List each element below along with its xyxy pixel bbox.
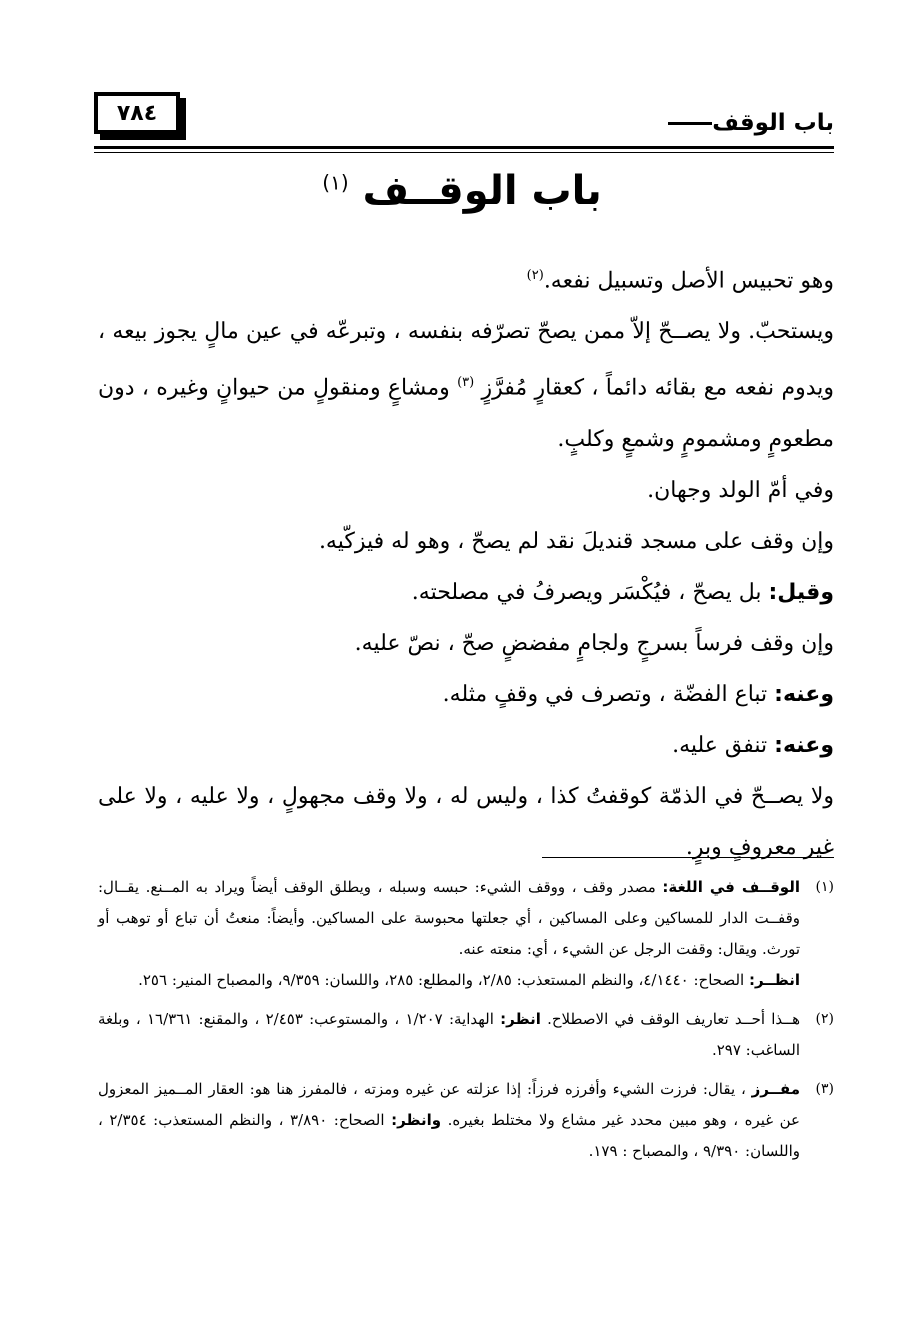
footnote-number: (١) [815,879,834,895]
paragraph-5-text: بل يصحّ ، فيُكْسَر ويصرفُ في مصلحته. [411,579,762,605]
footnote-text: هــذا أحــد تعاريف الوقف في الاصطلاح. [547,1010,800,1028]
footnote-ref-label: انظر: [500,1010,541,1028]
footnotes [98,872,834,1175]
paragraph-1-text: وهو تحبيس الأصل وتسبيل نفعه. [543,268,834,294]
footnote-ref-label: انظــر: [749,971,800,989]
paragraph-2-text-a: ويستحبّ. ولا يصــحّ إلاّ ممن يصحّ تصرّفه بنفسه ، وتبرعّه في عين مالٍ يجوز بيعه ، ويدوم نفعه مع بقائه دائماً ، كعقارٍ مُفرَّزٍ [98,319,834,401]
paragraph-8-label: وعنه: [774,732,834,758]
header-rule-thick [94,146,834,149]
paragraph-5-label: وقيل: [768,579,834,605]
paragraph-6: وإن وقف فرساً بسرجٍ ولجامٍ مفضضٍ صحّ ، نصّ عليه. [354,630,834,656]
footnote-2 [98,1004,834,1066]
paragraph-2-text-b: ومشاعٍ ومنقولٍ من حيوانٍ وغيره ، دون مطعومٍ ومشمومٍ وشمعٍ وكلبٍ. [98,375,834,452]
footnote-number: (٢) [815,1011,834,1027]
main-text [98,250,834,873]
footnote-label: الوقــف في اللغة: [662,878,800,896]
footnote-ref-text: الصحاح: ٣/٨٩٠ ، والنظم المستعذب: ٢/٣٥٤ ، واللسان: ٩/٣٩٠ ، والمصباح : ١٧٩. [98,1111,800,1160]
footnote-1 [98,872,834,996]
paragraph-7-label: وعنه: [774,681,834,707]
paragraph-7-text: تباع الفضّة ، وتصرف في وقفٍ مثله. [442,681,768,707]
footnote-ref-label: وانظر: [391,1111,442,1129]
footnote-label: مفــرز [751,1080,800,1098]
chapter-title [0,168,924,214]
paragraph-3: وفي أمّ الولد وجهان. [647,477,834,503]
footnote-ref-text: الهداية: ١/٢٠٧ ، والمستوعب: ٢/٤٥٣ ، والمقنع: ١٦/٣٦١ ، وبلغة الساغب: ٢٩٧. [98,1010,800,1059]
chapter-title-note: (١) [322,170,349,195]
footnote-ref-3: (٣) [457,375,475,391]
paragraph-8-text: تنفق عليه. [672,732,768,758]
running-title-dash [668,122,712,125]
running-title-text: باب الوقف [712,110,834,136]
footnote-body [98,1074,800,1167]
chapter-title-text: باب الوقــف [362,168,602,214]
footnote-text: ، يقال: فرزت الشيء وأفرزه فرزاً: إذا عزلته عن غيره ومزته ، فالمفرز هنا هو: العقار المــميز المعزول عن غيره ، وهو مبين محدد غير مشاع ولا مختلط بغيره. [98,1080,800,1129]
paragraph-8 [98,720,834,771]
footnote-body [98,872,800,996]
page-header [94,92,834,152]
footnote-ref-text: الصحاح: ٤/١٤٤٠، والنظم المستعذب: ٢/٨٥، والمطلع: ٢٨٥، واللسان: ٩/٣٥٩، والمصباح المنير: ٢٥٦. [138,971,745,989]
header-rule-thin [94,152,834,153]
footnote-3 [98,1074,834,1167]
paragraph-9: ولا يصــحّ في الذمّة كوقفتُ كذا ، وليس له ، ولا وقف مجهولٍ ، ولا عليه ، ولا على غير معروفٍ وبرٍ. [98,783,834,860]
footnote-text: مصدر وقف ، ووقف الشيء: حبسه وسبله ، ويطلق الوقف أيضاً ويراد به المــنع. يقــال: وقفــت الدار للمساكين وعلى المساكين ، أي جعلتها محبوسة على المساكين. وأيضاً: منعتُ أن تباع أو توهب أو تورث. ويقال: وقفت الرجل عن الشيء ، أي: منعته عنه. [98,878,800,958]
running-title [662,110,834,136]
paragraph-7 [98,669,834,720]
page-number: ٧٨٤ [94,92,180,134]
footnote-body [98,1004,800,1066]
footnote-ref-2: (٢) [526,268,544,283]
paragraph-2 [98,306,834,464]
footnote-number: (٣) [815,1081,834,1097]
paragraph-4: وإن وقف على مسجد قنديلَ نقد لم يصحّ ، وهو له فيزكّيه. [318,528,834,554]
paragraph-1 [98,250,834,306]
paragraph-5 [98,567,834,618]
footnote-separator [542,857,834,858]
